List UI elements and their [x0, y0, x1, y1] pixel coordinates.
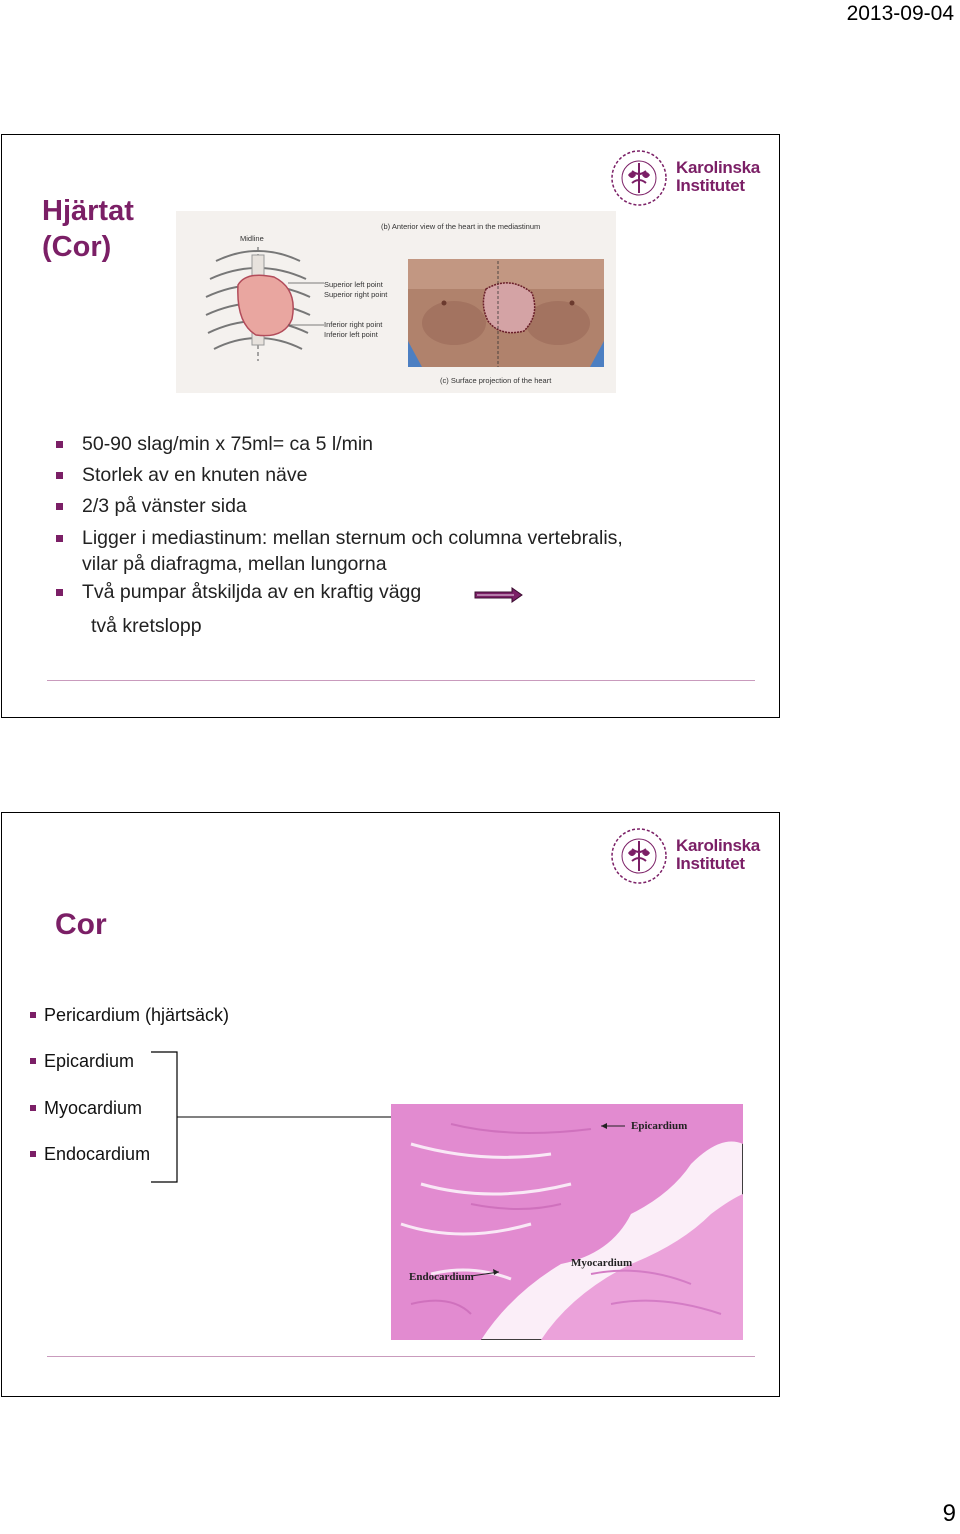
slide-divider	[47, 1356, 755, 1357]
bullet-icon	[56, 535, 63, 542]
layer-bracket	[150, 1051, 395, 1185]
bullet-icon	[30, 1058, 36, 1064]
heart-position-figure	[176, 211, 616, 393]
label-superior-right: Superior right point	[324, 290, 388, 299]
slide-1	[1, 134, 780, 718]
list-item	[54, 491, 623, 522]
bullet-icon	[56, 441, 63, 448]
list-item	[54, 577, 623, 608]
title-line-2: (Cor)	[42, 231, 112, 263]
result-text: två kretslopp	[91, 615, 202, 637]
page-number: 9	[942, 1500, 956, 1527]
list-item	[54, 429, 623, 460]
label-anterior-view: (b) Anterior view of the heart in the mediastinum	[381, 222, 541, 231]
right-arrow-icon	[474, 587, 524, 603]
bullet-text: Ligger i mediastinum: mellan sternum och columna vertebralis,	[82, 527, 623, 549]
layer-label-pericardium: Pericardium (hjärtsäck)	[44, 1005, 230, 1025]
bullet-text: Två pumpar åtskiljda av en kraftig vägg	[82, 581, 422, 603]
label-epicardium: Epicardium	[631, 1120, 688, 1132]
logo-line-1: Karolinska	[676, 158, 760, 177]
torso-photo	[408, 259, 604, 367]
ki-seal-icon	[610, 827, 668, 885]
list-item	[30, 1144, 150, 1165]
logo-line-2: Institutet	[676, 854, 745, 873]
bullet-text: 50-90 slag/min x 75ml= ca 5 l/min	[82, 433, 374, 455]
karolinska-logo	[610, 149, 760, 209]
list-item	[30, 1051, 134, 1072]
slide-divider	[47, 680, 755, 681]
logo-line-1: Karolinska	[676, 836, 760, 855]
header-date: 2013-09-04	[846, 2, 954, 25]
list-item	[30, 1098, 142, 1119]
bullet-icon	[56, 589, 63, 596]
label-midline: Midline	[240, 234, 264, 243]
slide-2	[1, 812, 780, 1397]
logo-wordmark	[676, 837, 760, 873]
bullet-icon	[30, 1012, 36, 1018]
ki-seal-icon	[610, 149, 668, 207]
bullet-icon	[30, 1105, 36, 1111]
label-surface-projection: (c) Surface projection of the heart	[440, 376, 552, 385]
karolinska-logo	[610, 827, 760, 887]
layer-label-epicardium: Epicardium	[44, 1051, 135, 1071]
bullet-icon	[56, 472, 63, 479]
slide-title: Cor	[55, 908, 107, 941]
bullet-list	[54, 429, 623, 608]
label-superior-left: Superior left point	[324, 280, 383, 289]
label-inferior-right: Inferior right point	[324, 320, 383, 329]
logo-wordmark	[676, 159, 760, 195]
title-line-1: Hjärtat	[42, 195, 134, 227]
list-item	[54, 460, 623, 491]
histology-image	[391, 1104, 743, 1340]
list-item	[54, 522, 623, 577]
list-item	[30, 1005, 229, 1026]
slide-title	[42, 193, 134, 265]
label-inferior-left: Inferior left point	[324, 330, 378, 339]
bullet-text: Storlek av en knuten näve	[82, 464, 308, 486]
bullet-icon	[56, 503, 63, 510]
bullet-text-continuation: vilar på diafragma, mellan lungorna	[82, 553, 387, 575]
logo-line-2: Institutet	[676, 176, 745, 195]
layer-label-myocardium: Myocardium	[44, 1098, 143, 1118]
label-myocardium: Myocardium	[571, 1257, 633, 1269]
bullet-icon	[30, 1151, 36, 1157]
bullet-text: 2/3 på vänster sida	[82, 495, 247, 517]
label-endocardium: Endocardium	[409, 1271, 474, 1283]
layer-label-endocardium: Endocardium	[44, 1144, 151, 1164]
